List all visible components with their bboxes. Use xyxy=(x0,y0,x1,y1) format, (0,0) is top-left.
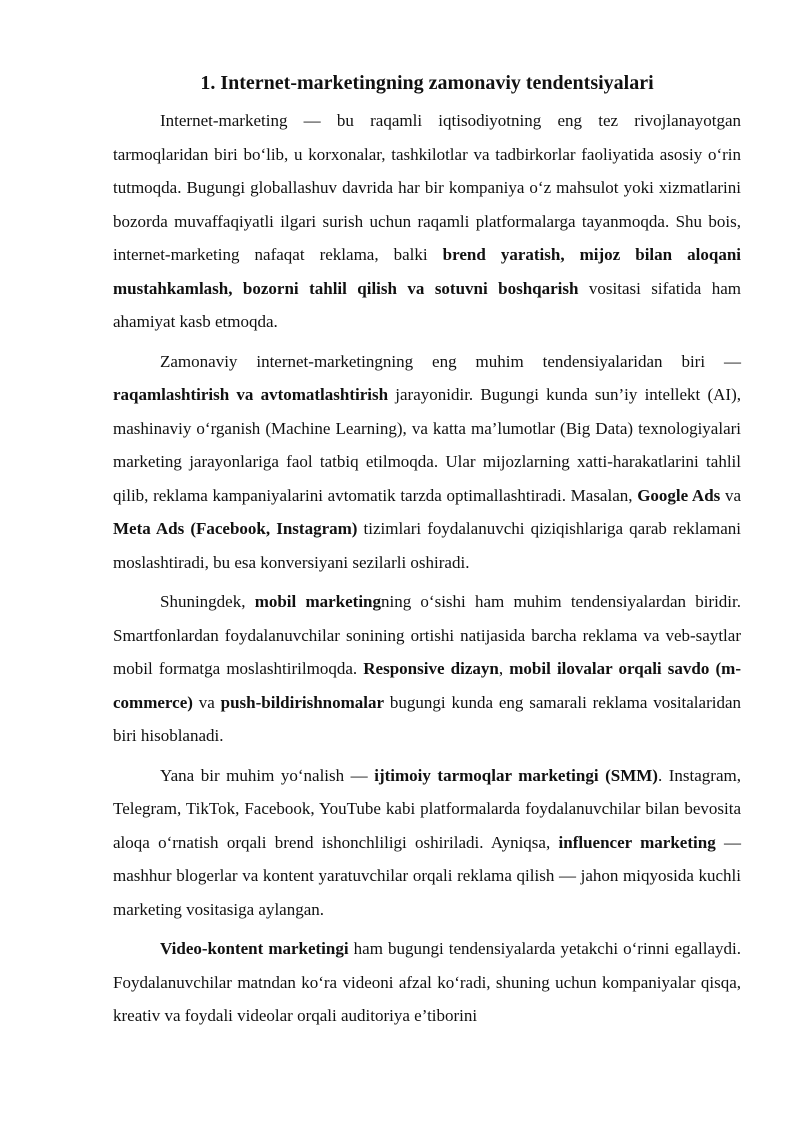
paragraph xyxy=(113,759,741,927)
bold-text: Responsive dizayn xyxy=(363,659,499,678)
bold-text: brend yaratish, mijoz bilan aloqani mustahkamlash, bozorni tahlil qilish va sotuvni boshqarish xyxy=(113,245,741,298)
text-run: Internet-marketing — bu raqamli iqtisodiyotning eng tez rivojlanayotgan tarmoqlaridan biri bo‘lib, u korxonalar, tashkilotlar va tadbirkorlar faoliyatida asosiy o‘rin tutmoqda. Bugungi globallashuv davrida har bir kompaniya o‘z mahsulot yoki xizmatlarini bozorda muvaffaqiyatli ilgari surish uchun raqamli platformalarga tayanmoqda. Shu bois, internet-marketing nafaqat reklama, balki xyxy=(113,111,741,264)
document-page xyxy=(113,70,741,1039)
text-run: — mashhur blogerlar va kontent yaratuvchilar orqali reklama qilish — jahon miqyosida kuchli marketing vositasiga aylangan. xyxy=(113,832,741,919)
text-run: jarayonidir. Bugungi kunda sun’iy intellekt (AI), mashinaviy o‘rganish (Machine Learning), va katta ma’lumotlar (Big Data) texnologiyalari marketing jarayonlariga faol tatbiq etilmoqda. Ular mijozlarning xatti-harakatlarini tahlil qilib, reklama kampaniyalarini avtomatik tarzda optimallashtiradi. Masalan, xyxy=(113,385,741,505)
bold-text: push-bildirishnomalar xyxy=(220,692,385,712)
section-title: 1. Internet-marketingning zamonaviy tendentsiyalari xyxy=(200,72,654,94)
text-run: bugungi kunda eng samarali reklama vositalaridan biri hisoblanadi. xyxy=(113,692,742,745)
text-run: Yana bir muhim yo‘nalish — xyxy=(160,765,375,785)
text-run: . Instagram, Telegram, TikTok, Facebook, YouTube kabi platformalarda foydalanuvchilar bilan bevosita aloqa o‘rnatish orqali brend ishonchliligi oshiriladi. Ayniqsa, xyxy=(113,765,741,852)
bold-text: mobil ilovalar orqali savdo (m-commerce) xyxy=(113,659,742,712)
text-run: ning o‘sishi ham muhim tendensiyalardan biridir. Smartfonlardan foydalanuvchilar sonining ortishi natijasida barcha reklama va veb-saytlar mobil formatga moslashtirilmoqda. xyxy=(113,592,741,678)
bold-text: mobil marketing xyxy=(254,592,381,611)
text-run: Shuningdek, xyxy=(160,592,255,611)
bold-text: Meta Ads (Facebook, Instagram) xyxy=(113,519,358,538)
paragraph xyxy=(113,932,741,1033)
text-run: Zamonaviy internet-marketingning eng muhim tendensiyalaridan biri — xyxy=(160,351,741,371)
text-run: vositasi sifatida ham ahamiyat kasb etmoqda. xyxy=(113,278,741,331)
document-body xyxy=(113,104,741,1033)
paragraph xyxy=(113,585,741,753)
bold-text: ijtimoiy tarmoqlar marketingi (SMM) xyxy=(374,765,658,785)
paragraph xyxy=(113,104,741,339)
text-run: ham bugungi tendensiyalarda yetakchi o‘rinni egallaydi. Foydalanuvchilar matndan ko‘ra videoni afzal ko‘radi, shuning uchun kompaniyalar qisqa, kreativ va foydali videolar orqali auditoriya e’tiborini xyxy=(113,939,742,1025)
paragraph xyxy=(113,345,741,580)
text-run: , xyxy=(498,659,510,678)
bold-text: Google Ads xyxy=(637,485,721,505)
text-run: tizimlari foydalanuvchi qiziqishlariga qarab reklamani moslashtiradi, bu esa konversiyani sezilarli oshiradi. xyxy=(113,519,741,572)
bold-text: Video-kontent marketingi xyxy=(160,939,349,958)
text-run: va xyxy=(720,485,742,505)
text-run: va xyxy=(192,692,221,712)
bold-text: raqamlashtirish va avtomatlashtirish xyxy=(113,385,389,404)
bold-text: influencer marketing xyxy=(558,832,716,852)
